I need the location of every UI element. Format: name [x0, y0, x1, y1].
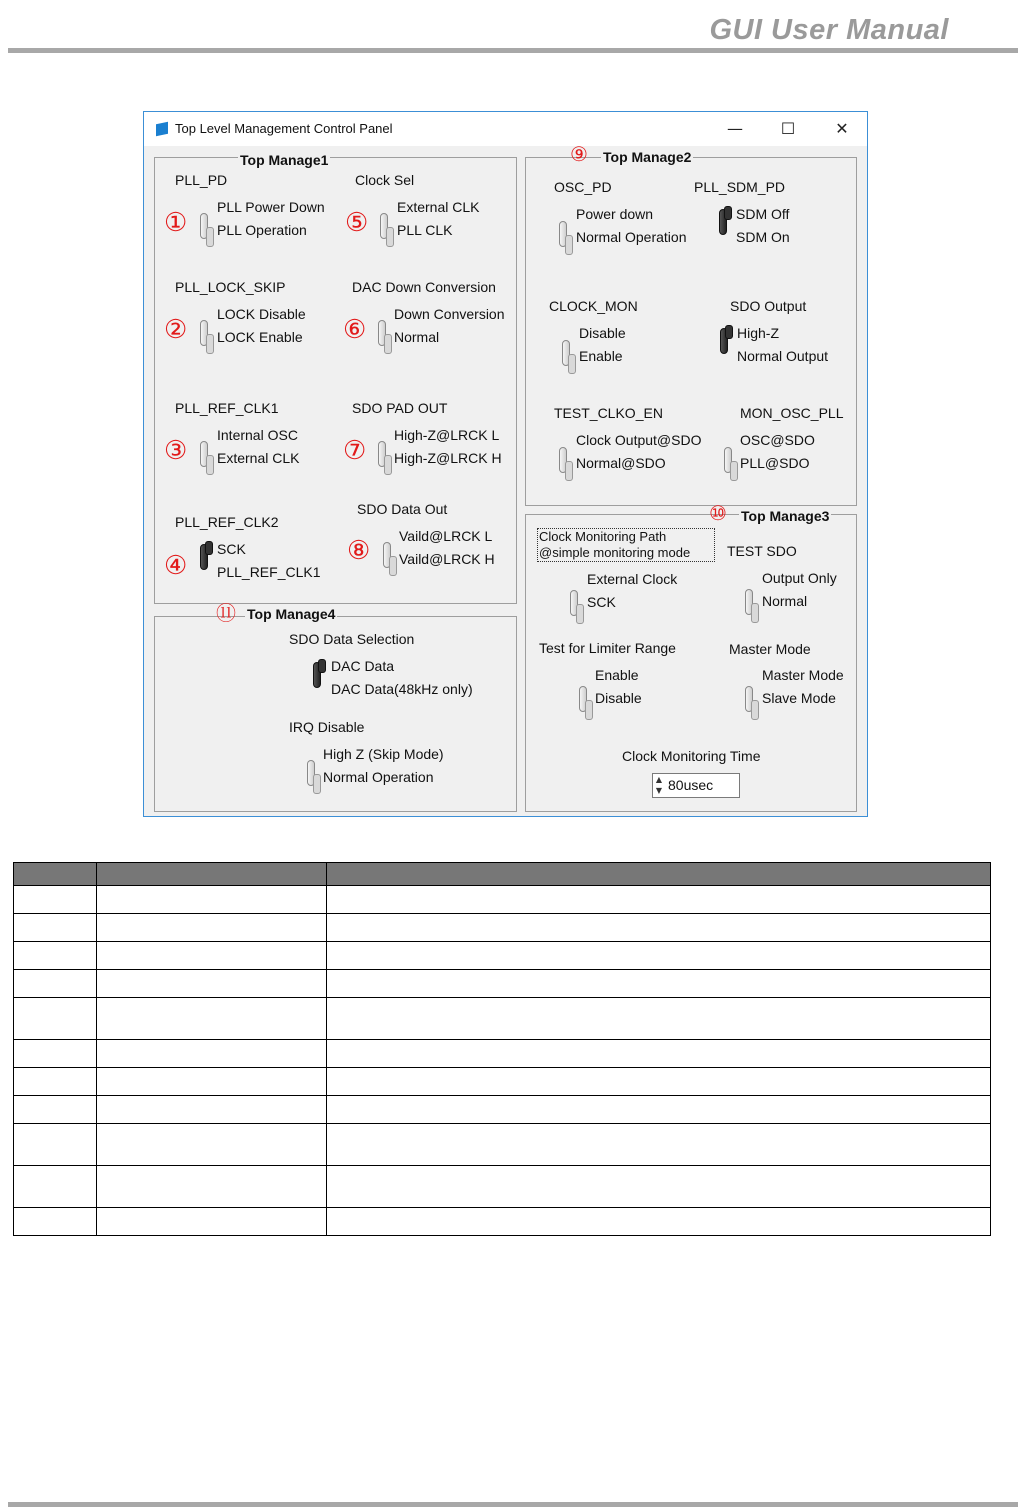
table-cell [97, 1166, 327, 1208]
label-test-limiter-range: Test for Limiter Range [539, 640, 676, 656]
window-title: Top Level Management Control Panel [175, 121, 393, 136]
label-sdo-data-out: SDO Data Out [357, 501, 448, 517]
toggle-test-limiter-range[interactable] [579, 686, 587, 712]
table-cell [14, 1068, 97, 1096]
clock-monitoring-time-value[interactable]: 80usec [668, 777, 714, 793]
toggle-clock-mon[interactable] [562, 340, 570, 366]
toggle-clock-sel[interactable] [380, 213, 388, 239]
table-cell [14, 998, 97, 1040]
callout-number: ③ [164, 435, 188, 465]
table-row [14, 970, 991, 998]
table-cell [327, 1068, 991, 1096]
table-cell [14, 1208, 97, 1236]
option-label: PLL@SDO [740, 455, 810, 471]
option-label: High-Z@LRCK L [394, 427, 500, 443]
table-row [14, 886, 991, 914]
callout-number: ⑥ [343, 314, 367, 344]
option-label: Down Conversion [394, 306, 505, 322]
table-cell [14, 1040, 97, 1068]
option-label: LOCK Disable [217, 306, 306, 322]
spin-up-icon[interactable]: ▲ [655, 775, 663, 784]
label-dac-down-conversion: DAC Down Conversion [352, 279, 496, 295]
table-row [14, 1208, 991, 1236]
option-label: Normal [394, 329, 440, 345]
toggle-irq-disable[interactable] [307, 760, 315, 786]
option-label: PLL Operation [217, 222, 307, 238]
table-cell [14, 942, 97, 970]
table-cell [327, 1124, 991, 1166]
callout-number: ⑤ [345, 207, 369, 237]
table-cell [14, 1096, 97, 1124]
toggle-pll-lock-skip[interactable] [200, 320, 208, 346]
label-pll-sdm-pd: PLL_SDM_PD [694, 179, 786, 195]
callout-number: ⑪ [216, 603, 236, 625]
label-test-sdo: TEST SDO [727, 543, 797, 559]
group-top-manage2 [525, 157, 857, 506]
option-label: External CLK [397, 199, 480, 215]
footer-rule [8, 1502, 1018, 1507]
label-irq-disable: IRQ Disable [289, 719, 365, 735]
table-cell [97, 942, 327, 970]
table-cell [327, 914, 991, 942]
label-master-mode: Master Mode [729, 641, 811, 657]
toggle-sdo-data-out[interactable] [383, 542, 391, 568]
option-label: OSC@SDO [740, 432, 815, 448]
option-label: High-Z@LRCK H [394, 450, 502, 466]
option-label: DAC Data(48kHz only) [331, 681, 473, 697]
option-label: SDM On [736, 229, 790, 245]
table-cell [14, 1166, 97, 1208]
option-label: LOCK Enable [217, 329, 303, 345]
option-label: High-Z [737, 325, 780, 341]
option-label: Enable [579, 348, 623, 364]
option-label: Disable [595, 690, 642, 706]
option-label: High Z (Skip Mode) [323, 746, 444, 762]
option-label: Power down [576, 206, 654, 222]
option-label: SCK [217, 541, 246, 557]
label-osc-pd: OSC_PD [554, 179, 612, 195]
table-header-cell [97, 863, 327, 886]
table-cell [14, 886, 97, 914]
label-pll-pd: PLL_PD [175, 172, 228, 188]
toggle-sdo-output[interactable] [720, 328, 728, 354]
table-header-cell [327, 863, 991, 886]
label-sdo-data-selection: SDO Data Selection [289, 631, 415, 647]
callout-number: ② [164, 314, 188, 344]
option-label: Master Mode [762, 667, 844, 683]
label-clock-sel: Clock Sel [355, 172, 415, 188]
label-sdo-pad-out: SDO PAD OUT [352, 400, 448, 416]
option-label: Normal@SDO [576, 455, 666, 471]
toggle-dac-down-conversion[interactable] [378, 320, 386, 346]
group-title-top-manage2: Top Manage2 [603, 149, 692, 165]
table-cell [97, 1040, 327, 1068]
table-row [14, 1068, 991, 1096]
option-label: Normal Operation [576, 229, 687, 245]
option-label: Enable [595, 667, 639, 683]
label-mon-osc-pll: MON_OSC_PLL [740, 405, 844, 421]
table-cell [327, 1040, 991, 1068]
table-cell [327, 1096, 991, 1124]
option-label: Disable [579, 325, 626, 341]
option-label: External CLK [217, 450, 300, 466]
table-cell [14, 970, 97, 998]
option-label: Internal OSC [217, 427, 298, 443]
table-row [14, 1124, 991, 1166]
label-pll-ref-clk1: PLL_REF_CLK1 [175, 400, 279, 416]
app-icon [156, 122, 168, 137]
toggle-clock-monitoring-path[interactable] [570, 590, 578, 616]
toggle-test-clko-en[interactable] [559, 447, 567, 473]
option-label: Clock Output@SDO [576, 432, 702, 448]
table-row [14, 1166, 991, 1208]
maximize-button[interactable]: ☐ [780, 119, 796, 138]
table-cell [97, 970, 327, 998]
table-header-row [14, 863, 991, 886]
label-sdo-output: SDO Output [730, 298, 807, 314]
toggle-sdo-data-selection[interactable] [313, 662, 321, 688]
group-title-top-manage4: Top Manage4 [247, 606, 336, 622]
control-panel-window [143, 111, 868, 817]
toggle-mon-osc-pll[interactable] [724, 447, 732, 473]
table-cell [14, 1124, 97, 1166]
table-row [14, 942, 991, 970]
option-label: PLL Power Down [217, 199, 325, 215]
option-label: External Clock [587, 571, 678, 587]
option-label: Output Only [762, 570, 837, 586]
table-header-cell [14, 863, 97, 886]
toggle-pll-pd[interactable] [200, 213, 208, 239]
minimize-button[interactable]: — [727, 119, 743, 138]
option-label: Slave Mode [762, 690, 836, 706]
clock-monitoring-path-sublabel: @simple monitoring mode [539, 545, 691, 560]
table-cell [327, 998, 991, 1040]
toggle-master-mode[interactable] [745, 686, 753, 712]
toggle-pll-ref-clk1[interactable] [200, 441, 208, 467]
callout-number: ④ [164, 550, 188, 580]
clock-monitoring-path-box [537, 528, 715, 562]
table-cell [327, 942, 991, 970]
page-header-title: GUI User Manual [709, 14, 949, 46]
option-label: SCK [587, 594, 616, 610]
group-title-top-manage3: Top Manage3 [741, 508, 830, 524]
label-clock-monitoring-time: Clock Monitoring Time [622, 748, 761, 764]
toggle-sdo-pad-out[interactable] [378, 441, 386, 467]
label-test-clko-en: TEST_CLKO_EN [554, 405, 663, 421]
table-cell [327, 1166, 991, 1208]
option-label: Normal Output [737, 348, 829, 364]
table-cell [327, 1208, 991, 1236]
toggle-osc-pd[interactable] [559, 221, 567, 247]
table-row [14, 914, 991, 942]
table-row [14, 1096, 991, 1124]
table-cell [97, 1208, 327, 1236]
group-title-top-manage1: Top Manage1 [240, 152, 329, 168]
callout-number: ⑧ [347, 535, 371, 565]
callout-number: ⑩ [709, 503, 727, 525]
label-pll-lock-skip: PLL_LOCK_SKIP [175, 279, 286, 295]
clock-monitoring-path-label: Clock Monitoring Path [539, 529, 667, 544]
option-label: Normal Operation [323, 769, 434, 785]
option-label: Vaild@LRCK H [399, 551, 495, 567]
table-cell [97, 914, 327, 942]
option-label: DAC Data [331, 658, 395, 674]
option-label: PLL CLK [397, 222, 453, 238]
toggle-test-sdo[interactable] [745, 589, 753, 615]
label-pll-ref-clk2: PLL_REF_CLK2 [175, 514, 279, 530]
toggle-pll-ref-clk2[interactable] [200, 544, 208, 570]
callout-number: ⑨ [570, 144, 588, 166]
callout-number: ⑦ [343, 435, 367, 465]
toggle-pll-sdm-pd[interactable] [719, 209, 727, 235]
table-row [14, 998, 991, 1040]
table-cell [327, 886, 991, 914]
clock-monitoring-time-spinner[interactable] [652, 773, 740, 798]
callout-number: ① [164, 207, 188, 237]
table-cell [14, 914, 97, 942]
table-cell [97, 1124, 327, 1166]
label-clock-mon: CLOCK_MON [549, 298, 638, 314]
table-row [14, 1040, 991, 1068]
option-label: PLL_REF_CLK1 [217, 564, 321, 580]
table-cell [97, 998, 327, 1040]
header-rule [8, 48, 1018, 53]
description-table [13, 862, 991, 1236]
table-cell [327, 970, 991, 998]
option-label: SDM Off [736, 206, 790, 222]
option-label: Vaild@LRCK L [399, 528, 493, 544]
title-bar[interactable] [144, 112, 867, 146]
option-label: Normal [762, 593, 808, 609]
table-cell [97, 1068, 327, 1096]
close-button[interactable]: ✕ [835, 119, 849, 138]
table-cell [97, 886, 327, 914]
table-cell [97, 1096, 327, 1124]
spin-down-icon[interactable]: ▼ [655, 786, 663, 795]
